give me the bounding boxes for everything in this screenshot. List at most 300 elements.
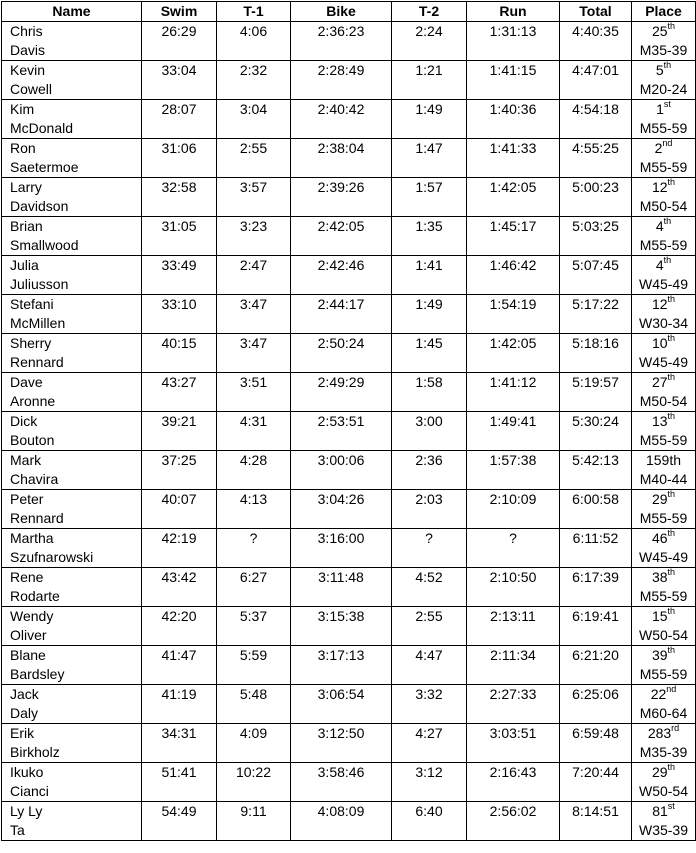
run-time-cell: 2:13:11 [467, 607, 560, 646]
place-cell [632, 217, 696, 256]
athlete-first-name: Kevin [10, 62, 46, 78]
run-time-cell: 1:40:36 [467, 100, 560, 139]
athlete-first-name: Dave [10, 374, 43, 390]
athlete-last-name: Aronne [10, 393, 56, 409]
t1-time-cell: 3:51 [217, 373, 291, 412]
place-ordinal-suffix: th [667, 645, 676, 656]
overall-place [635, 139, 692, 158]
place-number: 159th [645, 452, 682, 468]
place-cell [632, 100, 696, 139]
total-time-cell: 5:03:25 [560, 217, 632, 256]
athlete-first-name: Blane [10, 647, 46, 663]
column-header-run: Run [467, 2, 560, 22]
swim-time-cell: 41:19 [142, 685, 217, 724]
place-ordinal-suffix: th [663, 255, 672, 266]
place-cell [632, 373, 696, 412]
t1-time-cell: 5:59 [217, 646, 291, 685]
athlete-last-name: Rodarte [10, 588, 60, 604]
athlete-last-name: Rennard [10, 510, 64, 526]
age-division: M55-59 [639, 666, 688, 682]
run-time-cell: 1:41:12 [467, 373, 560, 412]
bike-time-cell: 2:38:04 [291, 139, 392, 178]
table-row [2, 256, 696, 295]
total-time-cell: 4:47:01 [560, 61, 632, 100]
bike-time-cell: 3:58:46 [291, 763, 392, 802]
table-row [2, 685, 696, 724]
overall-place [635, 295, 692, 314]
overall-place [635, 412, 692, 431]
bike-time-cell: 3:17:13 [291, 646, 392, 685]
t2-time-cell: 2:24 [392, 22, 467, 61]
athlete-name-cell [2, 178, 142, 217]
swim-time-cell: 54:49 [142, 802, 217, 841]
place-cell [632, 607, 696, 646]
place-ordinal-suffix: nd [662, 138, 673, 149]
age-division: M55-59 [639, 588, 688, 604]
place-cell [632, 763, 696, 802]
athlete-last-name: Daly [10, 705, 39, 721]
t2-time-cell: 4:52 [392, 568, 467, 607]
athlete-name-cell [2, 100, 142, 139]
athlete-last-name: Birkholz [10, 744, 60, 760]
place-cell [632, 178, 696, 217]
table-row [2, 529, 696, 568]
place-ordinal-suffix: th [667, 762, 676, 773]
overall-place [635, 61, 692, 80]
bike-time-cell: 2:44:17 [291, 295, 392, 334]
athlete-name-cell [2, 724, 142, 763]
place-cell [632, 139, 696, 178]
overall-place [635, 763, 692, 782]
results-table [1, 1, 696, 841]
run-time-cell: 1:31:13 [467, 22, 560, 61]
place-ordinal-suffix: th [667, 528, 676, 539]
athlete-name-cell [2, 646, 142, 685]
place-cell [632, 490, 696, 529]
t1-time-cell: 10:22 [217, 763, 291, 802]
athlete-last-name: Cowell [10, 81, 53, 97]
swim-time-cell: 31:05 [142, 217, 217, 256]
swim-time-cell: 33:49 [142, 256, 217, 295]
age-division: M55-59 [639, 432, 688, 448]
run-time-cell: 1:57:38 [467, 451, 560, 490]
table-row [2, 295, 696, 334]
overall-place [635, 685, 692, 704]
athlete-name-cell [2, 451, 142, 490]
bike-time-cell: 3:00:06 [291, 451, 392, 490]
run-time-cell: 1:42:05 [467, 334, 560, 373]
run-time-cell: 1:46:42 [467, 256, 560, 295]
swim-time-cell: 37:25 [142, 451, 217, 490]
bike-time-cell: 3:11:48 [291, 568, 392, 607]
run-time-cell: 2:27:33 [467, 685, 560, 724]
place-number: 29 [651, 491, 668, 507]
total-time-cell: 6:17:39 [560, 568, 632, 607]
t2-time-cell: 1:35 [392, 217, 467, 256]
athlete-first-name: Peter [10, 491, 44, 507]
place-ordinal-suffix: th [667, 567, 676, 578]
table-row [2, 61, 696, 100]
total-time-cell: 5:18:16 [560, 334, 632, 373]
age-division: W50-54 [638, 783, 689, 799]
total-time-cell: 6:11:52 [560, 529, 632, 568]
age-division: M50-54 [639, 198, 688, 214]
t1-time-cell: 3:23 [217, 217, 291, 256]
t2-time-cell: 3:32 [392, 685, 467, 724]
place-ordinal-suffix: th [667, 411, 676, 422]
run-time-cell: 2:16:43 [467, 763, 560, 802]
table-row [2, 22, 696, 61]
place-ordinal-suffix: th [667, 294, 676, 305]
age-division: M40-44 [639, 471, 688, 487]
age-division: M20-24 [639, 81, 688, 97]
athlete-name-cell [2, 139, 142, 178]
swim-time-cell: 42:20 [142, 607, 217, 646]
total-time-cell: 7:20:44 [560, 763, 632, 802]
place-cell [632, 802, 696, 841]
overall-place [635, 256, 692, 275]
t2-time-cell: 2:55 [392, 607, 467, 646]
bike-time-cell: 3:06:54 [291, 685, 392, 724]
place-ordinal-suffix: th [663, 60, 672, 71]
t2-time-cell: 4:27 [392, 724, 467, 763]
overall-place [635, 22, 692, 41]
swim-time-cell: 32:58 [142, 178, 217, 217]
t2-time-cell: 2:03 [392, 490, 467, 529]
overall-place [635, 529, 692, 548]
t2-time-cell: 4:47 [392, 646, 467, 685]
athlete-name-cell [2, 529, 142, 568]
athlete-first-name: Ly Ly [10, 803, 43, 819]
overall-place [635, 451, 692, 470]
athlete-first-name: Mark [10, 452, 42, 468]
bike-time-cell: 4:08:09 [291, 802, 392, 841]
place-cell [632, 529, 696, 568]
total-time-cell: 4:40:35 [560, 22, 632, 61]
overall-place [635, 724, 692, 743]
place-cell [632, 22, 696, 61]
t2-time-cell: 1:57 [392, 178, 467, 217]
athlete-name-cell [2, 763, 142, 802]
place-cell [632, 295, 696, 334]
athlete-last-name: Szufnarowski [10, 549, 94, 565]
place-cell [632, 568, 696, 607]
bike-time-cell: 3:15:38 [291, 607, 392, 646]
overall-place [635, 334, 692, 353]
table-row [2, 412, 696, 451]
place-ordinal-suffix: st [667, 801, 675, 812]
athlete-first-name: Wendy [10, 608, 54, 624]
swim-time-cell: 26:29 [142, 22, 217, 61]
athlete-last-name: Chavira [10, 471, 59, 487]
t2-time-cell: 1:47 [392, 139, 467, 178]
run-time-cell: 2:11:34 [467, 646, 560, 685]
athlete-last-name: Bouton [10, 432, 55, 448]
run-time-cell: 2:56:02 [467, 802, 560, 841]
t2-time-cell: 1:49 [392, 100, 467, 139]
athlete-first-name: Martha [10, 530, 54, 546]
t2-time-cell: 1:58 [392, 373, 467, 412]
t1-time-cell: 4:13 [217, 490, 291, 529]
age-division: W45-49 [638, 549, 689, 565]
t2-time-cell: ? [392, 529, 467, 568]
t2-time-cell: 6:40 [392, 802, 467, 841]
place-number: 39 [651, 647, 668, 663]
athlete-last-name: Cianci [10, 783, 49, 799]
place-number: 4 [655, 257, 664, 273]
athlete-name-cell [2, 568, 142, 607]
athlete-first-name: Julia [10, 257, 39, 273]
bike-time-cell: 2:42:46 [291, 256, 392, 295]
run-time-cell: ? [467, 529, 560, 568]
place-number: 38 [651, 569, 668, 585]
place-cell [632, 334, 696, 373]
athlete-last-name: Oliver [10, 627, 47, 643]
place-cell [632, 451, 696, 490]
column-header-name: Name [2, 2, 142, 22]
place-number: 1 [656, 101, 664, 117]
place-cell [632, 646, 696, 685]
table-row [2, 646, 696, 685]
age-division: M35-39 [639, 744, 688, 760]
overall-place [635, 646, 692, 665]
run-time-cell: 1:45:17 [467, 217, 560, 256]
age-division: M35-39 [639, 42, 688, 58]
age-division: M50-54 [639, 393, 688, 409]
t1-time-cell: 4:31 [217, 412, 291, 451]
t1-time-cell: 3:47 [217, 295, 291, 334]
total-time-cell: 5:07:45 [560, 256, 632, 295]
t2-time-cell: 1:21 [392, 61, 467, 100]
total-time-cell: 5:19:57 [560, 373, 632, 412]
athlete-first-name: Dick [10, 413, 38, 429]
place-number: 22 [650, 686, 667, 702]
table-row [2, 763, 696, 802]
t1-time-cell: 6:27 [217, 568, 291, 607]
place-number: 5 [655, 62, 664, 78]
place-number: 13 [651, 413, 668, 429]
run-time-cell: 3:03:51 [467, 724, 560, 763]
age-division: M55-59 [639, 159, 688, 175]
athlete-last-name: Davis [10, 42, 46, 58]
athlete-name-cell [2, 685, 142, 724]
bike-time-cell: 2:39:26 [291, 178, 392, 217]
table-row [2, 139, 696, 178]
athlete-name-cell [2, 490, 142, 529]
age-division: M55-59 [639, 237, 688, 253]
overall-place [635, 217, 692, 236]
place-ordinal-suffix: th [667, 333, 676, 344]
place-number: 2 [654, 140, 663, 156]
t1-time-cell: 5:37 [217, 607, 291, 646]
athlete-last-name: Saetermoe [10, 159, 79, 175]
age-division: W50-54 [638, 627, 689, 643]
swim-time-cell: 41:47 [142, 646, 217, 685]
total-time-cell: 6:21:20 [560, 646, 632, 685]
t2-time-cell: 1:41 [392, 256, 467, 295]
total-time-cell: 5:17:22 [560, 295, 632, 334]
place-number: 12 [651, 296, 668, 312]
swim-time-cell: 34:31 [142, 724, 217, 763]
total-time-cell: 8:14:51 [560, 802, 632, 841]
athlete-first-name: Brian [10, 218, 43, 234]
results-body [2, 22, 696, 841]
t1-time-cell: 2:47 [217, 256, 291, 295]
t2-time-cell: 3:12 [392, 763, 467, 802]
place-cell [632, 61, 696, 100]
table-row [2, 100, 696, 139]
athlete-last-name: Juliusson [10, 276, 69, 292]
place-number: 15 [651, 608, 668, 624]
swim-time-cell: 28:07 [142, 100, 217, 139]
athlete-name-cell [2, 61, 142, 100]
athlete-first-name: Chris [10, 23, 43, 39]
t1-time-cell: 3:47 [217, 334, 291, 373]
t1-time-cell: 2:32 [217, 61, 291, 100]
athlete-last-name: Smallwood [10, 237, 79, 253]
column-header-t1: T-1 [217, 2, 291, 22]
place-number: 12 [651, 179, 668, 195]
age-division: W45-49 [638, 354, 689, 370]
bike-time-cell: 3:04:26 [291, 490, 392, 529]
age-division: W45-49 [638, 276, 689, 292]
column-header-t2: T-2 [392, 2, 467, 22]
place-cell [632, 685, 696, 724]
athlete-first-name: Larry [10, 179, 42, 195]
place-ordinal-suffix: rd [671, 723, 680, 734]
table-row [2, 724, 696, 763]
bike-time-cell: 3:16:00 [291, 529, 392, 568]
athlete-last-name: Ta [10, 822, 25, 838]
run-time-cell: 2:10:09 [467, 490, 560, 529]
place-number: 4 [655, 218, 664, 234]
athlete-first-name: Kim [10, 101, 35, 117]
table-row [2, 217, 696, 256]
overall-place [635, 100, 692, 119]
athlete-name-cell [2, 256, 142, 295]
athlete-last-name: Davidson [10, 198, 69, 214]
table-row [2, 490, 696, 529]
place-ordinal-suffix: th [667, 372, 676, 383]
total-time-cell: 5:42:13 [560, 451, 632, 490]
total-time-cell: 6:25:06 [560, 685, 632, 724]
run-time-cell: 1:41:33 [467, 139, 560, 178]
t1-time-cell: 3:04 [217, 100, 291, 139]
swim-time-cell: 33:04 [142, 61, 217, 100]
overall-place [635, 178, 692, 197]
swim-time-cell: 40:07 [142, 490, 217, 529]
swim-time-cell: 42:19 [142, 529, 217, 568]
place-number: 46 [651, 530, 668, 546]
table-row [2, 802, 696, 841]
swim-time-cell: 43:27 [142, 373, 217, 412]
table-row [2, 373, 696, 412]
place-number: 10 [651, 335, 668, 351]
place-ordinal-suffix: th [667, 606, 676, 617]
column-header-total: Total [560, 2, 632, 22]
place-ordinal-suffix: th [667, 177, 676, 188]
table-row [2, 451, 696, 490]
athlete-name-cell [2, 22, 142, 61]
place-number: 283 [647, 725, 672, 741]
place-number: 29 [651, 764, 668, 780]
total-time-cell: 6:19:41 [560, 607, 632, 646]
place-ordinal-suffix: st [663, 99, 671, 110]
bike-time-cell: 2:42:05 [291, 217, 392, 256]
athlete-name-cell [2, 607, 142, 646]
t1-time-cell: 2:55 [217, 139, 291, 178]
bike-time-cell: 3:12:50 [291, 724, 392, 763]
t2-time-cell: 1:49 [392, 295, 467, 334]
athlete-first-name: Stefani [10, 296, 54, 312]
column-header-swim: Swim [142, 2, 217, 22]
swim-time-cell: 33:10 [142, 295, 217, 334]
athlete-last-name: McMillen [10, 315, 66, 331]
t1-time-cell: 4:28 [217, 451, 291, 490]
place-ordinal-suffix: th [663, 216, 672, 227]
t1-time-cell: 9:11 [217, 802, 291, 841]
athlete-first-name: Erik [10, 725, 35, 741]
total-time-cell: 5:30:24 [560, 412, 632, 451]
overall-place [635, 607, 692, 626]
bike-time-cell: 2:53:51 [291, 412, 392, 451]
age-division: M55-59 [639, 510, 688, 526]
total-time-cell: 6:00:58 [560, 490, 632, 529]
t1-time-cell: 3:57 [217, 178, 291, 217]
overall-place [635, 802, 692, 821]
athlete-name-cell [2, 802, 142, 841]
age-division: W35-39 [638, 822, 689, 838]
athlete-first-name: Rene [10, 569, 44, 585]
run-time-cell: 1:42:05 [467, 178, 560, 217]
age-division: M55-59 [639, 120, 688, 136]
athlete-last-name: Bardsley [10, 666, 65, 682]
total-time-cell: 5:00:23 [560, 178, 632, 217]
table-row [2, 568, 696, 607]
column-header-bike: Bike [291, 2, 392, 22]
athlete-name-cell [2, 373, 142, 412]
athlete-name-cell [2, 334, 142, 373]
athlete-name-cell [2, 217, 142, 256]
t2-time-cell: 3:00 [392, 412, 467, 451]
run-time-cell: 1:41:15 [467, 61, 560, 100]
age-division: M60-64 [639, 705, 688, 721]
bike-time-cell: 2:40:42 [291, 100, 392, 139]
place-number: 81 [652, 803, 668, 819]
bike-time-cell: 2:49:29 [291, 373, 392, 412]
total-time-cell: 4:55:25 [560, 139, 632, 178]
place-number: 27 [651, 374, 668, 390]
athlete-last-name: McDonald [10, 120, 74, 136]
athlete-first-name: Ron [10, 140, 36, 156]
t1-time-cell: 4:06 [217, 22, 291, 61]
swim-time-cell: 40:15 [142, 334, 217, 373]
table-row [2, 334, 696, 373]
table-row [2, 607, 696, 646]
athlete-first-name: Sherry [10, 335, 52, 351]
run-time-cell: 1:49:41 [467, 412, 560, 451]
total-time-cell: 6:59:48 [560, 724, 632, 763]
age-division: W30-34 [638, 315, 689, 331]
athlete-first-name: Jack [10, 686, 39, 702]
total-time-cell: 4:54:18 [560, 100, 632, 139]
swim-time-cell: 43:42 [142, 568, 217, 607]
column-header-place: Place [632, 2, 696, 22]
t1-time-cell: ? [217, 529, 291, 568]
run-time-cell: 2:10:50 [467, 568, 560, 607]
athlete-name-cell [2, 412, 142, 451]
bike-time-cell: 2:36:23 [291, 22, 392, 61]
